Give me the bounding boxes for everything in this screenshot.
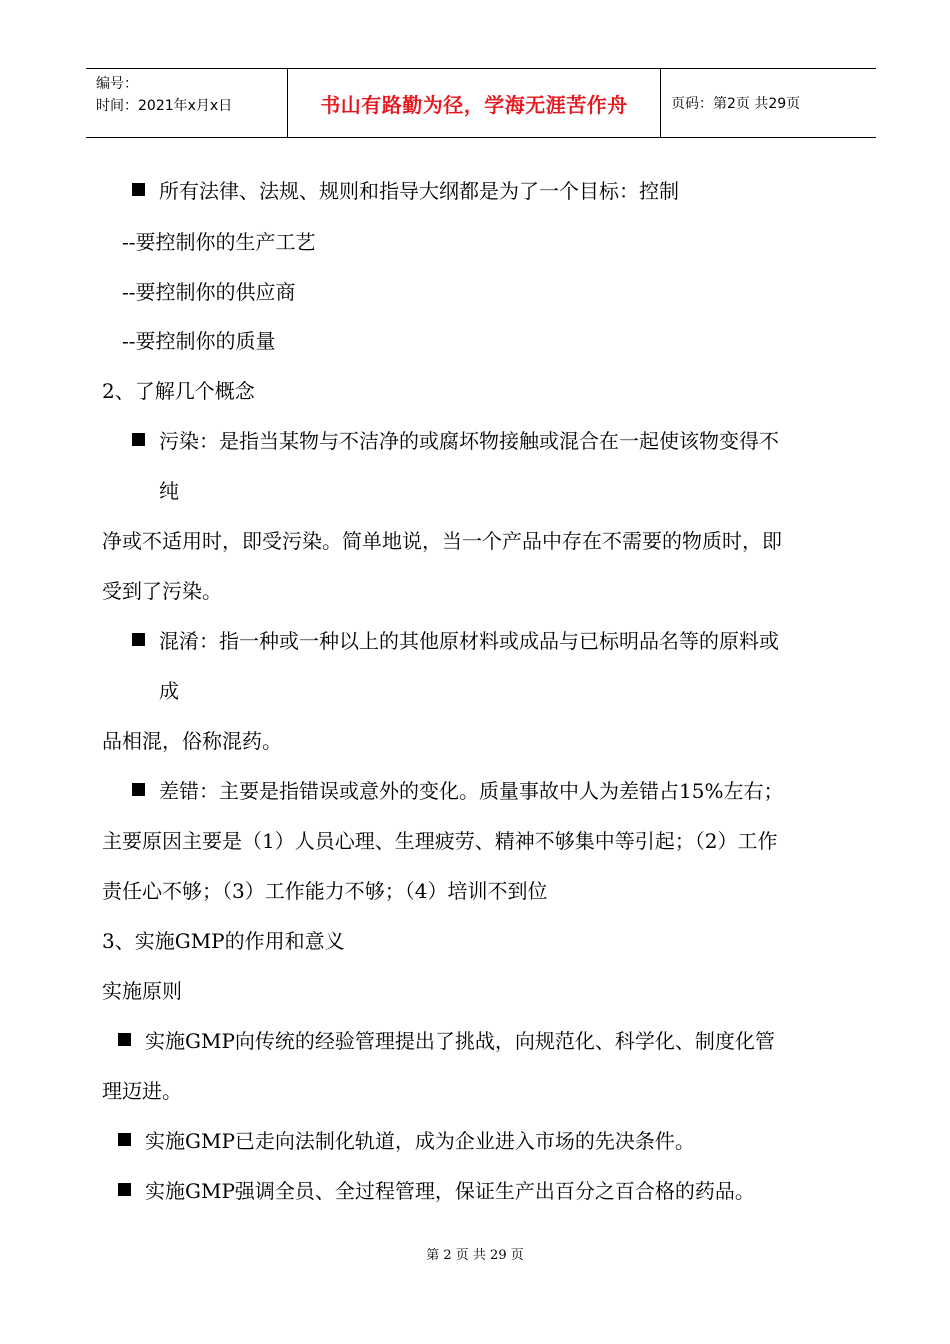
paragraph-text: 主要原因主要是（1）人员心理、生理疲劳、精神不够集中等引起；（2）工作 — [102, 829, 778, 853]
square-bullet-icon — [118, 1133, 131, 1146]
paragraph-text: 理迈进。 — [102, 1079, 182, 1103]
header-meta-cell — [86, 69, 288, 137]
square-bullet-icon — [132, 183, 145, 196]
square-bullet-icon — [132, 783, 145, 796]
section-heading: 2、了解几个概念 — [102, 379, 255, 403]
paragraph-text: 责任心不够；（3）工作能力不够；（4）培训不到位 — [102, 879, 548, 903]
paragraph-text: 纯 — [159, 479, 179, 503]
document-number-label: 编号： — [96, 76, 138, 92]
bullet-paragraph-gmp-management — [118, 1176, 755, 1206]
paragraph-text: 品相混，俗称混药。 — [102, 729, 282, 753]
document-time-label: 时间：2021年x月x日 — [96, 98, 233, 114]
header-page-label: 页码：第2页 共29页 — [671, 96, 801, 112]
dash-item: --要控制你的生产工艺 — [122, 230, 316, 254]
dash-item: --要控制你的质量 — [122, 329, 276, 353]
dash-item: --要控制你的供应商 — [122, 280, 296, 304]
paragraph-text: 受到了污染。 — [102, 579, 222, 603]
page-header — [86, 68, 876, 138]
paragraph-text: 污染：是指当某物与不洁净的或腐坏物接触或混合在一起使该物变得不 — [159, 429, 779, 453]
sub-heading: 实施原则 — [102, 979, 182, 1003]
paragraph-text: 所有法律、法规、规则和指导大纲都是为了一个目标：控制 — [159, 179, 679, 203]
paragraph-text: 混淆：指一种或一种以上的其他原材料或成品与已标明品名等的原料或 — [159, 629, 779, 653]
header-motto: 书山有路勤为径，学海无涯苦作舟 — [320, 92, 628, 117]
paragraph-text: 差错：主要是指错误或意外的变化。质量事故中人为差错占15%左右； — [159, 779, 784, 803]
bullet-paragraph-gmp-law — [118, 1126, 695, 1156]
bullet-paragraph-error — [132, 776, 783, 806]
bullet-paragraph-control — [132, 176, 679, 206]
paragraph-text: 净或不适用时，即受污染。简单地说，当一个产品中存在不需要的物质时，即 — [102, 529, 782, 553]
paragraph-text: 实施GMP已走向法制化轨道，成为企业进入市场的先决条件。 — [145, 1129, 695, 1153]
header-page-cell — [661, 69, 876, 137]
section-heading: 3、实施GMP的作用和意义 — [102, 929, 345, 953]
paragraph-text: 实施GMP强调全员、全过程管理，保证生产出百分之百合格的药品。 — [145, 1179, 755, 1203]
square-bullet-icon — [118, 1183, 131, 1196]
square-bullet-icon — [132, 433, 145, 446]
header-motto-cell — [288, 69, 661, 137]
square-bullet-icon — [118, 1033, 131, 1046]
page-footer: 第 2 页 共 29 页 — [426, 1248, 524, 1263]
bullet-paragraph-gmp-challenge — [118, 1026, 775, 1056]
square-bullet-icon — [132, 633, 145, 646]
paragraph-text: 成 — [159, 679, 179, 703]
bullet-paragraph-contamination — [132, 426, 779, 456]
paragraph-text: 实施GMP向传统的经验管理提出了挑战，向规范化、科学化、制度化管 — [145, 1029, 775, 1053]
bullet-paragraph-mixup — [132, 626, 779, 656]
